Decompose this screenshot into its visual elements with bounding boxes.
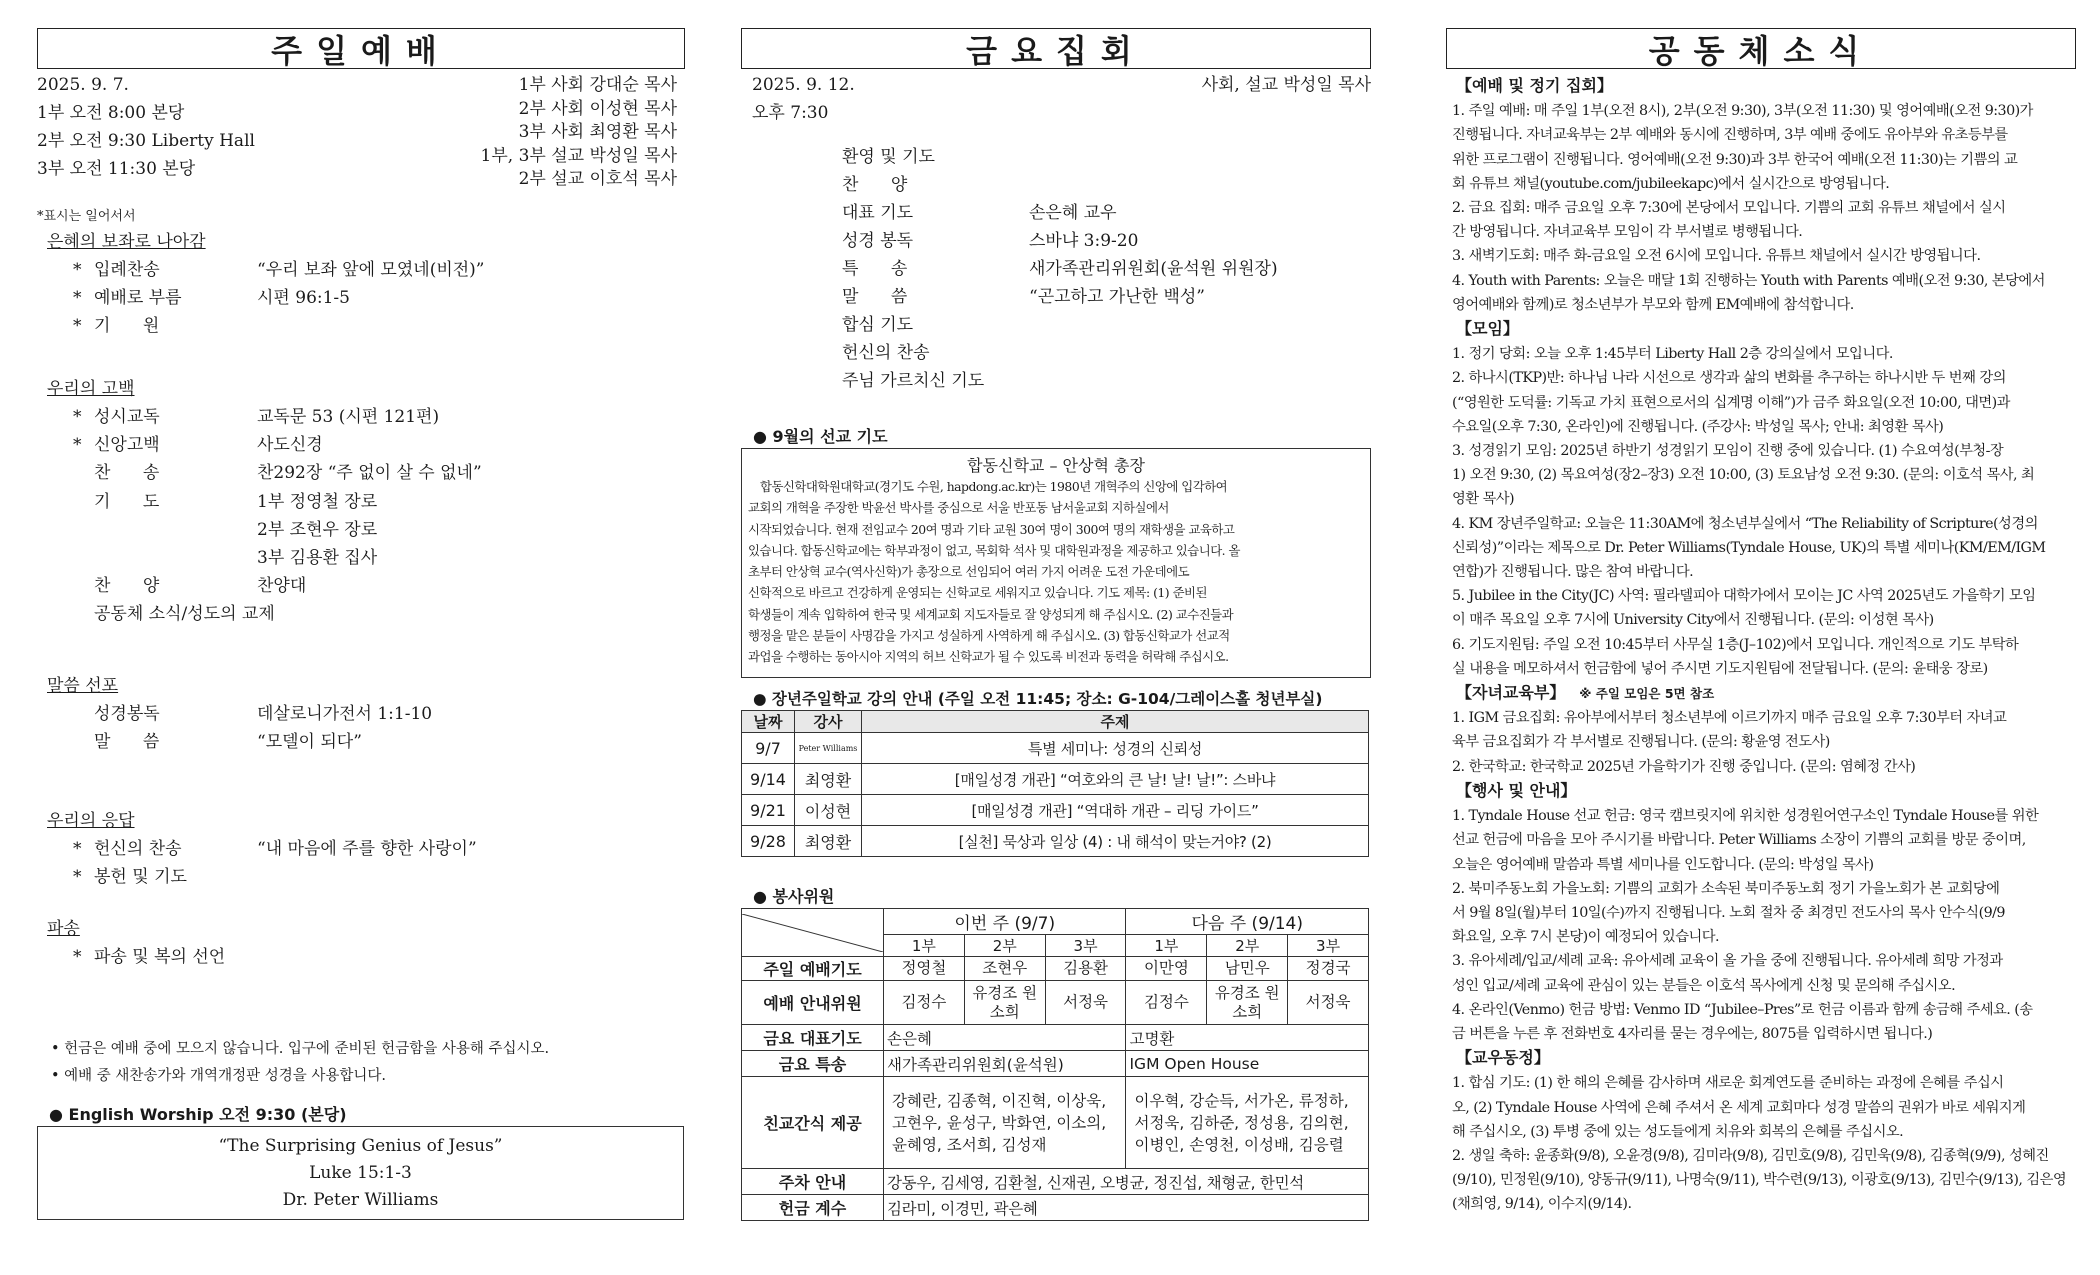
friday-order-item: 찬 양: [842, 175, 908, 195]
news-line: [1446, 657, 2076, 681]
service-part: 3부: [1045, 935, 1126, 957]
news-text: 영어예배와 함께)로 청소년부가 부모와 함께 EM예배에 참석합니다.: [1452, 296, 1854, 313]
role-label: 헌금 계수: [742, 1195, 884, 1221]
news-title: 공동체소식: [1446, 28, 2076, 69]
volunteer-name: 정영철: [884, 957, 965, 981]
order-item: 기 원: [94, 316, 160, 337]
order-item: 성경봉독: [94, 704, 160, 724]
volunteer-name: 강동우, 김세영, 김환철, 신재권, 오병균, 정진섭, 채형균, 한민석: [884, 1169, 1369, 1195]
mission-text-line: 있습니다. 합동신학교에는 학부과정이 없고, 목회학 석사 및 대학원과정을 제공하고 있습니다. 올: [748, 542, 1241, 558]
news-text: 1. 정기 당회: 오늘 오후 1:45부터 Liberty Hall 2층 강의실에서 모입니다.: [1452, 346, 1893, 363]
news-text: 화요일, 오후 7시 본당)이 예정되어 있습니다.: [1452, 929, 1719, 946]
standing-mark: *: [73, 288, 82, 309]
news-line: [1446, 415, 2076, 439]
role-label: 금요 대표기도: [742, 1025, 884, 1051]
lecture-speaker: Peter Williams: [795, 733, 862, 764]
news-line: [1446, 536, 2076, 560]
news-text: 선교 헌금에 마음을 모아 주시기를 바랍니다. Peter Williams 소장이 기쁨의 교회를 방문 중이며,: [1452, 832, 2026, 849]
order-item: 성시교독: [94, 407, 160, 427]
news-text: 2. 생일 축하: 윤종화(9/8), 오윤경(9/8), 김미라(9/8), 김민호(9/8), 김민욱(9/8), 김종혁(9/9), 성혜진: [1452, 1147, 2049, 1164]
note-text: 헌금은 예배 중에 모으지 않습니다. 입구에 준비된 헌금함을 사용해 주십시오.: [64, 1041, 550, 1057]
news-line: [1446, 1071, 2076, 1095]
order-detail: 시편 96:1-5: [257, 288, 350, 309]
mission-text-line: 신학적으로 바르고 건강하게 운영되는 신학교로 세워지고 있습니다. 기도 제목: (1) 준비된: [748, 585, 1207, 601]
service-leader: 1부 사회 강대순 목사: [518, 75, 677, 95]
table-row: [742, 957, 1369, 981]
volunteer-name: 서정욱: [1045, 981, 1126, 1025]
news-text: (채희영, 9/14), 이수지(9/14).: [1452, 1196, 1632, 1213]
service-leader: 2부 사회 이성현 목사: [518, 98, 677, 119]
friday-order-item: 헌신의 찬송: [842, 343, 930, 363]
news-line: [1446, 196, 2076, 220]
news-line: [1446, 172, 2076, 196]
news-line: [1446, 463, 2076, 487]
volunteer-name: 김정수: [884, 981, 965, 1025]
news-text: 4. KM 장년주일학교: 오늘은 11:30AM에 청소년부실에서 “The Reliability of Scripture(성경의: [1452, 515, 2038, 532]
news-heading-text: 【교우동정】: [1456, 1048, 1550, 1068]
order-detail: “내 마음에 주를 향한 사랑이”: [257, 839, 477, 859]
friday-order-item: 말 씀: [842, 287, 908, 307]
news-text: 2. 한국학교: 한국학교 2025년 가을학기가 진행 중입니다. (문의: 염혜정 간사): [1452, 758, 1916, 775]
table-row: [742, 1025, 1369, 1051]
order-detail: 교독문 53 (시편 121편): [257, 407, 440, 427]
mission-text-line: 행정을 맡은 분들이 사명감을 가지고 성실하게 사역하게 해 주십시오. (3) 합동신학교가 선교적: [748, 628, 1230, 644]
lecture-topic: [매일성경 개관] “여호와의 큰 날! 날! 날!”: 스바냐: [862, 764, 1369, 795]
order-section-heading: 말씀 선포: [47, 676, 119, 696]
order-detail: 2부 조현우 장로: [257, 519, 378, 540]
news-line: [1446, 853, 2076, 877]
lecture-date: 9/21: [742, 795, 795, 826]
order-item: 찬 양: [94, 576, 160, 597]
news-heading-text: 【자녀교육부】: [1456, 683, 1566, 703]
english-sermon-title: “The Surprising Genius of Jesus”: [218, 1136, 503, 1156]
service-time: 2부 오전 9:30 Liberty Hall: [37, 131, 255, 151]
order-detail: “우리 보좌 앞에 모였네(비전)”: [257, 260, 485, 280]
news-text: 6. 기도지원팀: 주일 오전 10:45부터 사무실 1층(J–102)에서 모입니다. 개인적으로 기도 부탁하: [1452, 636, 2019, 653]
order-item: 말 씀: [94, 732, 160, 753]
news-line: [1446, 1120, 2076, 1144]
friday-order-detail: “곤고하고 가난한 백성”: [1029, 287, 1205, 307]
english-preacher: Dr. Peter Williams: [282, 1190, 439, 1210]
lecture-date: 9/7: [742, 733, 795, 764]
table-row: [742, 1169, 1369, 1195]
standing-note: *표시는 일어서서: [37, 209, 136, 224]
english-worship-box: [37, 1126, 684, 1220]
news-text: (“영원한 도덕률: 기독교 가치 표현으로서의 십계명 이해”)가 금주 화요일(오전 10:00, 대면)과: [1452, 394, 2010, 411]
order-item: 찬 송: [94, 463, 160, 484]
friday-order-item: 환영 및 기도: [842, 147, 935, 167]
volunteer-name: 김정수: [1126, 981, 1207, 1025]
news-line: [1446, 439, 2076, 463]
news-text: 4. Youth with Parents: 오늘은 매달 1회 진행하는 Youth with Parents 예배(오전 9:30, 본당에서: [1452, 272, 2045, 289]
lecture-topic: [매일성경 개관] “역대하 개관 – 리딩 가이드”: [862, 795, 1369, 826]
news-line: [1446, 998, 2076, 1022]
lecture-date: 9/28: [742, 826, 795, 857]
col-date: 날짜: [742, 711, 795, 733]
news-heading-text: 【예배 및 정기 집회】: [1456, 76, 1613, 95]
role-label: 예배 안내위원: [742, 981, 884, 1025]
news-line: [1446, 269, 2076, 293]
lecture-date: 9/14: [742, 764, 795, 795]
sunday-note: [51, 1065, 386, 1087]
order-section-heading: 우리의 응답: [47, 811, 135, 831]
mission-prayer-box: [741, 448, 1371, 678]
order-item: 공동체 소식/성도의 교제: [94, 604, 275, 625]
service-leader: 3부 사회 최영환 목사: [518, 122, 677, 142]
news-text: 연합)가 진행됩니다. 많은 참여 바랍니다.: [1452, 564, 1694, 581]
role-label: 주차 안내: [742, 1169, 884, 1195]
news-text: 서 9월 8일(월)부터 10일(수)까지 진행됩니다. 노회 절차 중 최경민 전도사의 목사 안수식(9/9: [1452, 904, 2005, 921]
sunday-title: 주일예배: [37, 28, 685, 69]
news-line: [1446, 1022, 2076, 1046]
order-item: 헌신의 찬송: [94, 839, 182, 859]
news-text: 3. 새벽기도회: 매주 화-금요일 오전 6시에 모입니다. 유튜브 채널에서 실시간 방영됩니다.: [1452, 248, 1981, 265]
news-text: 신뢰성)”이라는 제목으로 Dr. Peter Williams(Tyndale House, UK)의 특별 세미나(KM/EM/IGM: [1452, 539, 2046, 556]
news-text: 육부 금요집회가 각 부서별로 진행됩니다. (문의: 황윤영 전도사): [1452, 734, 1830, 751]
news-text: 5. Jubilee in the City(JC) 사역: 필라델피아 대학가에서 모이는 JC 사역 2025년도 가을학기 모임: [1452, 588, 2036, 605]
news-text: 금 버튼을 누른 후 전화번호 4자리를 묻는 경우에는, 8075를 입력하시면 됩니다.): [1452, 1025, 1933, 1042]
news-heading-text: 【행사 및 안내】: [1456, 780, 1577, 800]
mission-text-line: 학생들이 계속 입학하여 한국 및 세계교회 지도자들로 잘 양성되게 해 주십시오. (2) 교수진들과: [748, 606, 1234, 622]
service-part: 1부: [1126, 935, 1207, 957]
service-part: 3부: [1288, 935, 1369, 957]
order-item: 신앙고백: [94, 435, 160, 456]
volunteer-name: 이만영: [1126, 957, 1207, 981]
role-label: 친교간식 제공: [742, 1077, 884, 1169]
volunteers-label: 봉사위원: [772, 887, 835, 906]
news-text: 2. 하나시(TKP)반: 하나님 나라 시선으로 생각과 삶의 변화를 추구하는 하나시반 두 번째 강의: [1452, 370, 2006, 387]
bullet-icon: •: [51, 1068, 65, 1084]
volunteer-name: 김라미, 이경민, 곽은혜: [884, 1195, 1369, 1221]
table-row: [742, 826, 1369, 857]
news-text: 1) 오전 9:30, (2) 목요여성(장2–장3) 오전 10:00, (3) 토요남성 오전 9:30. (문의: 이호석 목사, 최: [1452, 467, 2035, 484]
volunteers-table: [741, 908, 1369, 1221]
table-row: [742, 795, 1369, 826]
service-time: 3부 오전 11:30 본당: [37, 159, 196, 179]
volunteer-name: 서정욱: [1288, 981, 1369, 1025]
friday-order-item: 특 송: [842, 259, 908, 279]
volunteer-name: 정경국: [1288, 957, 1369, 981]
news-section-heading: [1446, 74, 2076, 99]
news-line: [1446, 1144, 2076, 1168]
lecture-speaker: 이성현: [795, 795, 862, 826]
friday-order-item: 합심 기도: [842, 315, 914, 335]
adult-school-label: 장년주일학교 강의 안내 (주일 오전 11:45; 장소: G-104/그레이스홀 청년부실): [771, 690, 1323, 708]
news-text: 3. 유아세례/입교/세례 교육: 유아세례 교육이 올 가을 중에 진행됩니다. 유아세례 희망 가정과: [1452, 953, 2003, 970]
news-text: 1. 주일 예배: 매 주일 1부(오전 8시), 2부(오전 9:30), 3부(오전 11:30) 및 영어예배(오전 9:30)가: [1452, 103, 2033, 120]
news-line: [1446, 633, 2076, 657]
news-heading-note: ※ 주일 모임은 5면 참조: [1579, 686, 1715, 702]
snack-volunteers: 강혜란, 김종혁, 이진혁, 이상욱, 고현우, 윤성구, 박화연, 이소의, 윤혜영, 조서희, 김성재: [884, 1077, 1126, 1169]
news-text: 진행됩니다. 자녀교육부는 2부 예배와 동시에 진행하며, 3부 예배 중에도 유아부와 유초등부를: [1452, 127, 2008, 144]
news-line: [1446, 755, 2076, 779]
bullet-icon: •: [51, 1041, 65, 1057]
lecture-speaker: 최영환: [795, 826, 862, 857]
order-item: 파송 및 복의 선언: [94, 947, 226, 967]
news-line: [1446, 99, 2076, 123]
news-text: 회 유튜브 채널(youtube.com/jubileekapc)에서 실시간으로 방영됩니다.: [1452, 175, 1890, 192]
col-topic: 주제: [862, 711, 1369, 733]
news-line: [1446, 366, 2076, 390]
friday-gathering-column: [741, 28, 1371, 1218]
friday-time: 오후 7:30: [752, 103, 829, 123]
adult-school-table: [741, 710, 1369, 857]
order-detail: 찬양대: [257, 576, 307, 597]
order-section-heading: 우리의 고백: [47, 379, 135, 399]
table-row: [742, 733, 1369, 764]
english-worship-title: ● English Worship 오전 9:30 (본당): [49, 1105, 347, 1124]
news-line: [1446, 925, 2076, 949]
friday-leader: 사회, 설교 박성일 목사: [1201, 75, 1371, 95]
standing-mark: *: [73, 947, 82, 967]
order-detail: “모델이 되다”: [257, 732, 362, 753]
news-line: [1446, 706, 2076, 730]
sunday-note: [51, 1038, 549, 1060]
mission-text-line: 시작되었습니다. 현재 전임교수 20여 명과 기타 교원 30여 명이 300여 명의 재학생을 교육하고: [748, 521, 1235, 537]
news-line: [1446, 608, 2076, 632]
mission-text-line: 교회의 개혁을 주장한 박윤선 박사를 중심으로 서울 반포동 남서울교회 지하실에서: [748, 500, 1169, 516]
news-section-heading: [1446, 317, 2076, 342]
news-line: [1446, 949, 2076, 973]
role-label: 금요 특송: [742, 1051, 884, 1077]
friday-order-item: 성경 봉독: [842, 231, 914, 251]
service-time: 1부 오전 8:00 본당: [37, 103, 185, 123]
table-row: [742, 1051, 1369, 1077]
news-line: [1446, 1168, 2076, 1192]
news-line: [1446, 244, 2076, 268]
news-line: [1446, 828, 2076, 852]
order-detail: 1부 정영철 장로: [257, 491, 378, 512]
news-line: [1446, 512, 2076, 536]
news-text: 4. 온라인(Venmo) 헌금 방법: Venmo ID “Jubilee–Pres”로 헌금 이름과 함께 송금해 주세요. (송: [1452, 1001, 2033, 1018]
order-item: 예배로 부름: [94, 288, 182, 309]
volunteer-name: 조현우: [964, 957, 1045, 981]
news-text: 실 내용을 메모하셔서 헌금함에 넣어 주시면 기도지원팀에 전달됩니다. (문의: 윤태웅 장로): [1452, 660, 1988, 677]
volunteer-name: 남민우: [1207, 957, 1288, 981]
friday-title: 금요집회: [741, 28, 1371, 69]
lecture-topic: 특별 세미나: 성경의 신뢰성: [862, 733, 1369, 764]
mission-text-line: 과업을 수행하는 동아시아 지역의 허브 신학교가 될 수 있도록 비전과 동력을 허락해 주십시오.: [748, 649, 1229, 665]
news-heading-text: 【모임】: [1456, 319, 1519, 339]
volunteer-name: 유경조 원소희: [964, 981, 1045, 1025]
news-text: 해 주십시오, (3) 투병 중에 있는 성도들에게 치유와 회복의 은혜를 주십시오.: [1452, 1123, 1904, 1140]
order-detail: 데살로니가전서 1:1-10: [257, 704, 433, 724]
friday-date: 2025. 9. 12.: [752, 75, 855, 95]
news-line: [1446, 1192, 2076, 1216]
lecture-topic: [실천] 묵상과 일상 (4) : 내 해석이 맞는거야? (2): [862, 826, 1369, 857]
standing-mark: *: [73, 867, 82, 888]
order-section-heading: 은혜의 보좌로 나아감: [47, 232, 206, 252]
news-line: [1446, 974, 2076, 998]
news-line: [1446, 391, 2076, 415]
volunteer-name: 김용환: [1045, 957, 1126, 981]
service-part: 2부: [1207, 935, 1288, 957]
news-section-heading: [1446, 1046, 2076, 1071]
volunteer-name: 손은혜: [884, 1025, 1126, 1051]
note-text: 예배 중 새찬송가와 개역개정판 성경을 사용합니다.: [64, 1068, 386, 1084]
table-row: [742, 1077, 1369, 1169]
mission-heading: 합동신학교 – 안상혁 총장: [967, 456, 1145, 475]
news-line: [1446, 1096, 2076, 1120]
order-item: 입례찬송: [94, 260, 160, 280]
volunteer-name: 고명환: [1126, 1025, 1369, 1051]
friday-order-detail: 스바냐 3:9-20: [1029, 231, 1139, 251]
volunteer-name: 유경조 원소희: [1207, 981, 1288, 1025]
english-sermon-text: Luke 15:1-3: [309, 1163, 412, 1183]
news-line: [1446, 584, 2076, 608]
mission-text-line: 합동신학대학원대학교(경기도 수원, hapdong.ac.kr)는 1980년 개혁주의 신앙에 입각하여: [760, 479, 1228, 494]
order-detail: 사도신경: [257, 435, 323, 456]
col-speaker: 강사: [795, 711, 862, 733]
friday-order-detail: 새가족관리위원회(윤석원 위원장): [1029, 259, 1278, 279]
news-text: 간 방영됩니다. 자녀교육부 모임이 각 부서별로 병행됩니다.: [1452, 224, 1803, 241]
news-line: [1446, 342, 2076, 366]
service-part: 1부: [884, 935, 965, 957]
news-line: [1446, 487, 2076, 511]
friday-order-detail: 손은혜 교우: [1029, 203, 1117, 223]
service-part: 2부: [964, 935, 1045, 957]
service-leader: 2부 설교 이호석 목사: [518, 169, 677, 189]
news-text: (9/10), 민정원(9/10), 양동규(9/11), 나명숙(9/11), 박수련(9/13), 이광호(9/13), 김민수(9/13), 김은영: [1452, 1172, 2067, 1189]
order-section-heading: 파송: [47, 919, 80, 939]
friday-order-item: 주님 가르치신 기도: [842, 371, 985, 391]
standing-mark: *: [73, 260, 82, 280]
mission-prayer-label: 9월의 선교 기도: [772, 427, 888, 446]
standing-mark: *: [73, 839, 82, 859]
volunteer-name: 새가족관리위원회(윤석원): [884, 1051, 1126, 1077]
news-line: [1446, 901, 2076, 925]
news-section-heading: [1446, 681, 2076, 706]
news-text: 1. IGM 금요집회: 유아부에서부터 청소년부에 이르기까지 매주 금요일 오후 7:30부터 자녀교: [1452, 710, 2007, 727]
news-text: 이 매주 목요일 오후 7시에 University City에서 진행됩니다. (문의: 이성현 목사): [1452, 612, 1934, 629]
news-line: [1446, 293, 2076, 317]
friday-order-item: 대표 기도: [842, 203, 914, 223]
service-leader: 1부, 3부 설교 박성일 목사: [480, 145, 677, 166]
table-row: [742, 981, 1369, 1025]
mission-text-line: 초부터 안상혁 교수(역사신학)가 총장으로 선임되어 여러 가지 어려운 도전 가운데에도: [748, 564, 1190, 580]
order-detail: 찬292장 “주 없이 살 수 없네”: [257, 463, 482, 484]
standing-mark: *: [73, 435, 82, 456]
standing-mark: *: [73, 316, 82, 337]
news-line: [1446, 148, 2076, 172]
lecture-speaker: 최영환: [795, 764, 862, 795]
news-text: 오, (2) Tyndale House 사역에 은혜 주셔서 온 세계 교회마다 성경 말씀의 권위가 바로 세워지게: [1452, 1099, 2026, 1116]
news-line: [1446, 877, 2076, 901]
order-detail: 3부 김용환 집사: [257, 548, 378, 568]
news-line: [1446, 220, 2076, 244]
english-worship-label: English Worship 오전 9:30 (본당): [68, 1105, 347, 1124]
news-text: 1. Tyndale House 선교 헌금: 영국 캠브릿지에 위치한 성경원어연구소인 Tyndale House를 위한: [1452, 808, 2039, 825]
next-week-header: 다음 주 (9/14): [1126, 909, 1369, 935]
news-line: [1446, 730, 2076, 754]
sunday-worship-column: [37, 28, 685, 1210]
standing-mark: *: [73, 407, 82, 427]
news-line: [1446, 123, 2076, 147]
mission-prayer-title: ● 9월의 선교 기도: [753, 427, 888, 446]
this-week-header: 이번 주 (9/7): [884, 909, 1126, 935]
news-text: 2. 북미주동노회 가을노회: 기쁨의 교회가 소속된 북미주동노회 정기 가을노회가 본 교회당에: [1452, 880, 2000, 897]
news-text: 3. 성경읽기 모임: 2025년 하반기 성경읽기 모임이 진행 중에 있습니다. (1) 수요여성(부청-장: [1452, 443, 2004, 460]
order-item: 봉헌 및 기도: [94, 867, 187, 888]
news-text: 위한 프로그램이 진행됩니다. 영어예배(오전 9:30)과 3부 한국어 예배(오전 11:30)는 기쁨의 교: [1452, 151, 2018, 168]
news-section-heading: [1446, 779, 2076, 804]
snack-volunteers: 이우혁, 강순득, 서가온, 류정하, 서정욱, 김하준, 정성용, 김의현, 이병인, 손영천, 이성배, 김응렬: [1126, 1077, 1369, 1169]
news-text: 영환 목사): [1452, 491, 1515, 508]
news-text: 성인 입교/세례 교육에 관심이 있는 분들은 이호석 목사에게 신청 및 문의해 주십시오.: [1452, 977, 1956, 994]
news-text: 2. 금요 집회: 매주 금요일 오후 7:30에 본당에서 모입니다. 기쁨의 교회 유튜브 채널에서 실시: [1452, 200, 2006, 217]
diagonal-cell: [742, 909, 884, 957]
news-text: 1. 합심 기도: (1) 한 해의 은혜를 감사하며 새로운 회계연도를 준비하는 과정에 은혜를 주십시: [1452, 1075, 2004, 1092]
community-news-column: [1446, 28, 2076, 1213]
news-line: [1446, 804, 2076, 828]
order-item: 기 도: [94, 491, 160, 512]
table-row: [742, 1195, 1369, 1221]
news-text: 오늘은 영어예배 말씀과 특별 세미나를 인도합니다. (문의: 박성일 목사): [1452, 856, 1874, 873]
table-row: [742, 764, 1369, 795]
sunday-date: 2025. 9. 7.: [37, 75, 129, 95]
volunteers-title: ● 봉사위원: [753, 887, 835, 906]
role-label: 주일 예배기도: [742, 957, 884, 981]
news-text: 수요일(오후 7:30, 온라인)에 진행됩니다. (주강사: 박성일 목사; 안내: 최영환 목사): [1452, 418, 1944, 435]
volunteer-name: IGM Open House: [1126, 1051, 1369, 1077]
news-line: [1446, 560, 2076, 584]
adult-school-title: ● 장년주일학교 강의 안내 (주일 오전 11:45; 장소: G-104/그레이스홀 청년부실): [753, 690, 1323, 708]
